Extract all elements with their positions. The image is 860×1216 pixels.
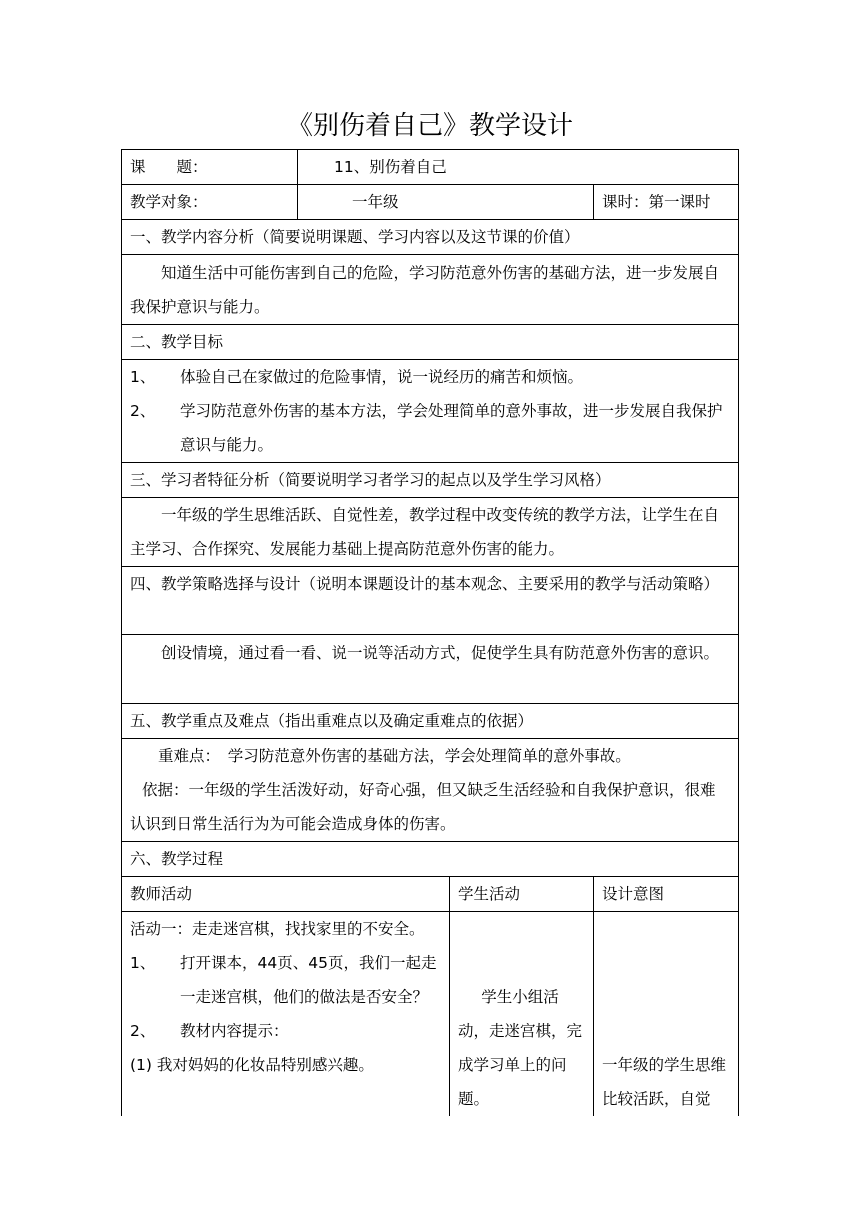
section-5-body [122,739,739,842]
activity-title: 活动一：走走迷宫棋，找找家里的不安全。 [130,920,425,938]
objective-item: 2、 学习防范意外伤害的基本方法，学会处理简单的意外事故，进一步发展自我保护意识与能力。 [130,402,723,454]
document-title: 《别伤着自己》教学设计 [286,111,573,141]
design-intent-cell: 一年级的学生思维比较活跃，自觉 [594,912,739,1117]
header-teacher-activity: 教师活动 [122,877,450,912]
student-activity-cell: 学生小组活动，走迷宫棋，完成学习单上的问题。 [450,912,594,1117]
target-value: 一年级 [298,185,594,220]
topic-label: 课 题： [122,150,298,185]
key-difficulty: 重难点： 学习防范意外伤害的基础方法，学会处理简单的意外事故。 [158,747,631,765]
lesson-plan-table [121,149,739,1116]
section-1-header: 一、教学内容分析（简要说明课题、学习内容以及这节课的价值） [122,220,739,255]
material-note: (1) 我对妈妈的化妆品特别感兴趣。 [130,1056,374,1074]
section-5-header: 五、教学重点及难点（指出重难点以及确定重难点的依据） [122,704,739,739]
section-1-body: 知道生活中可能伤害到自己的危险，学习防范意外伤害的基础方法，进一步发展自我保护意识与能力。 [122,255,739,325]
section-4-header: 四、教学策略选择与设计（说明本课题设计的基本观念、主要采用的教学与活动策略） [122,567,739,635]
step-item: 2、 教材内容提示： [130,1022,289,1040]
section-3-body: 一年级的学生思维活跃、自觉性差，教学过程中改变传统的教学方法，让学生在自主学习、合作探究、发展能力基础上提高防范意外伤害的能力。 [122,498,739,567]
topic-value: 11、别伤着自己 [298,150,739,185]
section-3-header: 三、学习者特征分析（简要说明学习者学习的起点以及学生学习风格） [122,463,739,498]
section-2-header: 二、教学目标 [122,325,739,360]
objective-item: 1、 体验自己在家做过的危险事情，说一说经历的痛苦和烦恼。 [130,368,584,386]
header-design-intent: 设计意图 [594,877,739,912]
basis: 依据：一年级的学生活泼好动，好奇心强，但又缺乏生活经验和自我保护意识，很难认识到日常生活行为为可能会造成身体的伤害。 [130,781,716,833]
teacher-activity-cell [122,912,450,1117]
section-4-body: 创设情境，通过看一看、说一说等活动方式，促使学生具有防范意外伤害的意识。 [122,635,739,704]
step-item: 1、 打开课本，44页、45页，我们一起走一走迷宫棋，他们的做法是否安全？ [130,954,437,1006]
target-label: 教学对象： [122,185,298,220]
period: 课时：第一课时 [594,185,739,220]
section-6-header: 六、教学过程 [122,842,739,877]
section-2-body [122,360,739,463]
header-student-activity: 学生活动 [450,877,594,912]
